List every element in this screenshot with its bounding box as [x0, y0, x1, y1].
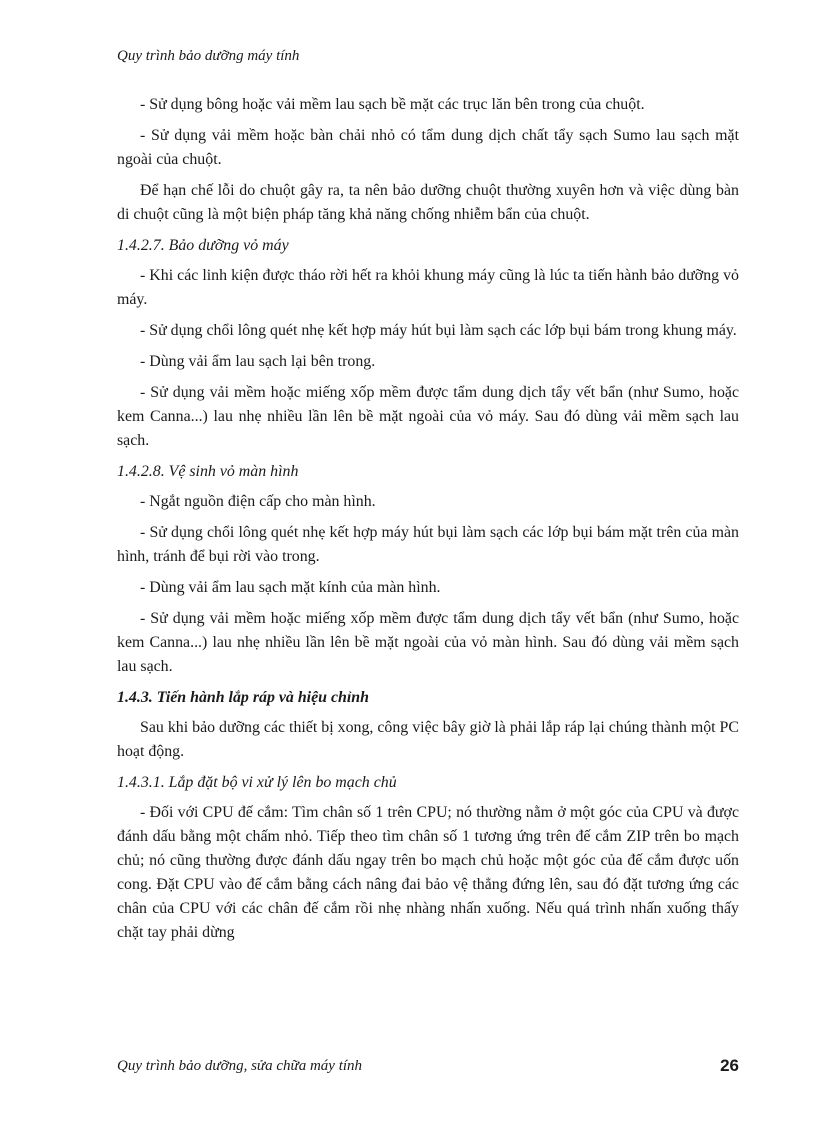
paragraph: - Dùng vải ẩm lau sạch mặt kính của màn hình. [140, 579, 441, 596]
running-header: Quy trình bảo dưỡng máy tính [117, 48, 300, 64]
page-number: 26 [720, 1056, 739, 1075]
section-heading: 1.4.2.7. Bảo dưỡng vỏ máy [117, 237, 289, 254]
document-body [117, 93, 739, 952]
footer-title: Quy trình bảo dưỡng, sửa chữa máy tính [117, 1058, 363, 1074]
page-footer [117, 1056, 739, 1078]
paragraph: Để hạn chế lỗi do chuột gây ra, ta nên bảo dưỡng chuột thường xuyên hơn và việc dùng bàn di chuột cũng là một biện pháp tăng khả năng chống nhiễm bẩn của chuột. [117, 182, 739, 223]
section-heading: 1.4.3. Tiến hành lắp ráp và hiệu chỉnh [117, 689, 369, 706]
paragraph: Sau khi bảo dưỡng các thiết bị xong, công việc bây giờ là phải lắp ráp lại chúng thành một PC hoạt động. [117, 719, 739, 760]
paragraph: - Dùng vải ẩm lau sạch lại bên trong. [140, 353, 376, 370]
paragraph: - Sử dụng vải mềm hoặc miếng xốp mềm được tẩm dung dịch tẩy vết bẩn (như Sumo, hoặc kem Canna...) lau nhẹ nhiều lần lên bề mặt ngoài của vỏ màn hình. Sau đó dùng vải mềm sạch lau sạch. [117, 610, 739, 675]
paragraph: - Đối với CPU đế cắm: Tìm chân số 1 trên CPU; nó thường nằm ở một góc của CPU và được đánh dấu bằng một chấm nhỏ. Tiếp theo tìm chân số 1 tương ứng trên đế cắm ZIP trên bo mạch chủ; nó cũng thường được đánh dấu ngay trên bo mạch chủ hoặc một góc của đế cắm được uốn cong. Đặt CPU vào đế cắm bằng cách nâng đai bảo vệ thẳng đứng lên, sau đó đặt tương ứng các chân của CPU với các chân đế cắm rồi nhẹ nhàng nhấn xuống. Nếu quá trình nhấn xuống thấy chặt tay phải dừng [117, 804, 739, 941]
document-page [117, 0, 739, 1123]
paragraph: - Sử dụng bông hoặc vải mềm lau sạch bề mặt các trục lăn bên trong của chuột. [140, 96, 645, 113]
section-heading: 1.4.3.1. Lắp đặt bộ vi xử lý lên bo mạch chủ [117, 774, 397, 791]
paragraph: - Sử dụng vải mềm hoặc miếng xốp mềm được tẩm dung dịch tẩy vết bẩn (như Sumo, hoặc kem Canna...) lau nhẹ nhiều lần lên bề mặt ngoài của vỏ máy. Sau đó dùng vải mềm sạch lau sạch. [117, 384, 739, 449]
paragraph: - Khi các linh kiện được tháo rời hết ra khỏi khung máy cũng là lúc ta tiến hành bảo dưỡng vỏ máy. [117, 267, 739, 308]
paragraph: - Sử dụng vải mềm hoặc bàn chải nhỏ có tẩm dung dịch chất tẩy sạch Sumo lau sạch mặt ngoài của chuột. [117, 127, 739, 168]
section-heading: 1.4.2.8. Vệ sinh vỏ màn hình [117, 463, 299, 480]
paragraph: - Sử dụng chổi lông quét nhẹ kết hợp máy hút bụi làm sạch các lớp bụi bám trong khung máy. [140, 322, 737, 339]
paragraph: - Ngắt nguồn điện cấp cho màn hình. [140, 493, 376, 510]
paragraph: - Sử dụng chổi lông quét nhẹ kết hợp máy hút bụi làm sạch các lớp bụi bám mặt trên của màn hình, tránh để bụi rời vào trong. [117, 524, 739, 565]
